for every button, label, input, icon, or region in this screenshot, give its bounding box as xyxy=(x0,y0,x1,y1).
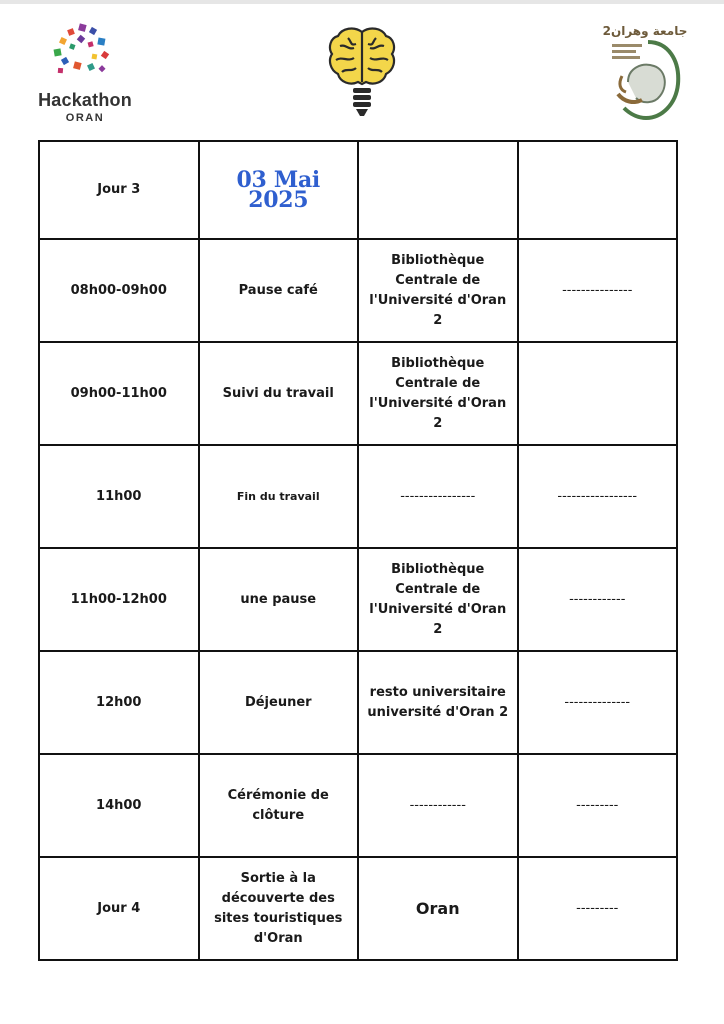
cell-notes: --------- xyxy=(518,754,678,857)
cell-time: 09h00-11h00 xyxy=(39,342,199,445)
cell-location: resto universitaire université d'Oran 2 xyxy=(358,651,518,754)
university-name-arabic: جامعة وهران2 xyxy=(602,24,688,38)
cell-activity: Pause café xyxy=(199,239,359,342)
cell-date: 03 Mai 2025 xyxy=(199,141,359,239)
cell-time: Jour 4 xyxy=(39,857,199,960)
cell-notes: ----------------- xyxy=(518,445,678,548)
cell-location: Bibliothèque Centrale de l'Université d'Oran 2 xyxy=(358,548,518,651)
cell-activity: Fin du travail xyxy=(199,445,359,548)
brain-bulb-icon xyxy=(326,24,398,118)
hackathon-logo xyxy=(30,22,140,127)
hackathon-subtitle: ORAN xyxy=(65,112,105,124)
header xyxy=(0,0,724,140)
cell-location: ------------ xyxy=(358,754,518,857)
cell-time: 11h00-12h00 xyxy=(39,548,199,651)
table-row xyxy=(39,754,677,857)
cell-notes xyxy=(518,141,678,239)
university-logo xyxy=(600,24,690,124)
cell-notes xyxy=(518,342,678,445)
cell-activity: Sortie à la découverte des sites touristiques d'Oran xyxy=(199,857,359,960)
hackathon-logo-icon xyxy=(48,22,118,84)
table-row xyxy=(39,857,677,960)
cell-time: 11h00 xyxy=(39,445,199,548)
university-logo-icon xyxy=(608,38,684,122)
table-row xyxy=(39,141,677,239)
table-row xyxy=(39,342,677,445)
cell-activity: Cérémonie de clôture xyxy=(199,754,359,857)
cell-activity: Déjeuner xyxy=(199,651,359,754)
table-row xyxy=(39,548,677,651)
table-row xyxy=(39,651,677,754)
cell-notes: --------------- xyxy=(518,239,678,342)
table-row xyxy=(39,239,677,342)
cell-notes: --------- xyxy=(518,857,678,960)
cell-time: 08h00-09h00 xyxy=(39,239,199,342)
cell-activity: Suivi du travail xyxy=(199,342,359,445)
cell-location: Oran xyxy=(358,857,518,960)
cell-activity: une pause xyxy=(199,548,359,651)
cell-time: 12h00 xyxy=(39,651,199,754)
cell-notes: -------------- xyxy=(518,651,678,754)
schedule-table xyxy=(38,140,678,961)
cell-location: Bibliothèque Centrale de l'Université d'Oran 2 xyxy=(358,342,518,445)
cell-time: 14h00 xyxy=(39,754,199,857)
cell-location xyxy=(358,141,518,239)
cell-time: Jour 3 xyxy=(39,141,199,239)
hackathon-title: Hackathon xyxy=(38,90,132,110)
table-row xyxy=(39,445,677,548)
cell-location: Bibliothèque Centrale de l'Université d'Oran 2 xyxy=(358,239,518,342)
cell-notes: ------------ xyxy=(518,548,678,651)
cell-location: ---------------- xyxy=(358,445,518,548)
